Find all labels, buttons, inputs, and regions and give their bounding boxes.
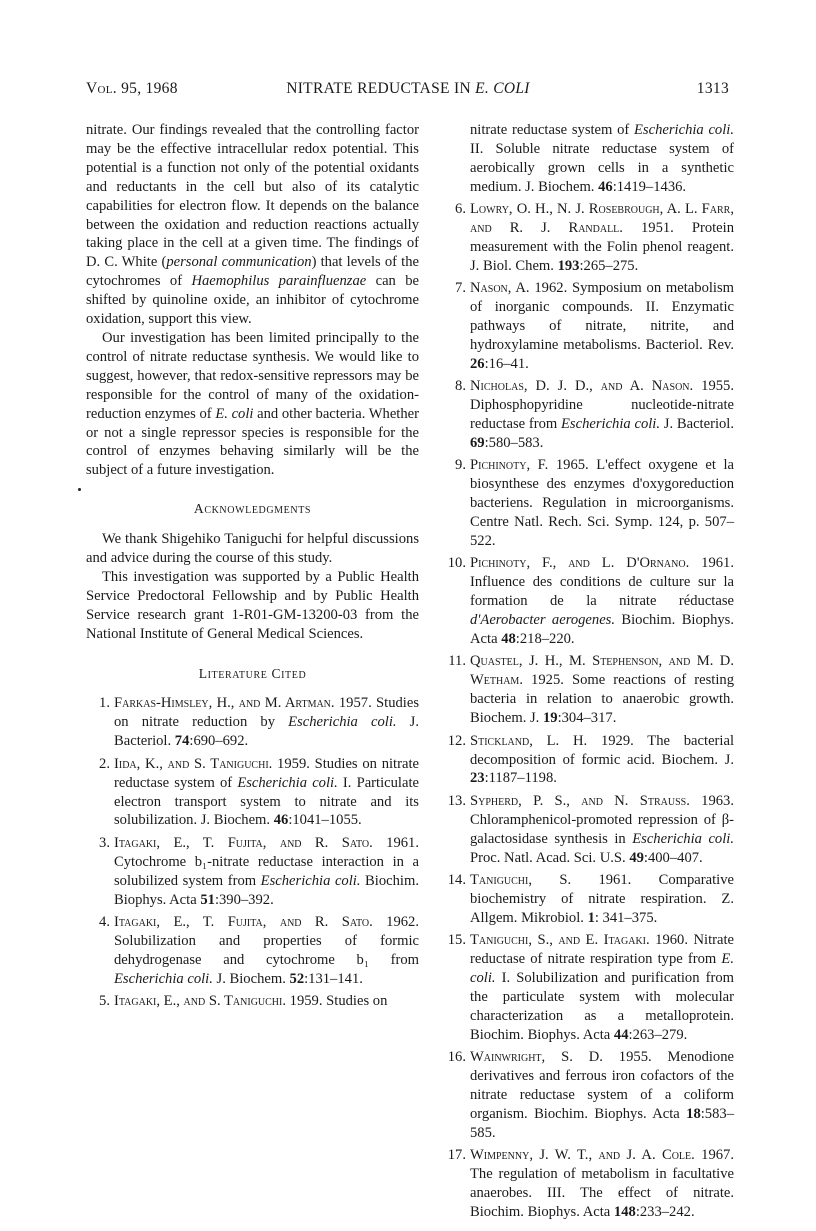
reference-segment: Escherichia coli.: [632, 830, 734, 847]
reference-segment: : 341–375.: [594, 909, 658, 926]
reference-segment: 1961. Influence des conditions de culture sur la formation de la nitrate réductase: [470, 555, 734, 610]
reference-segment: 1967. The regulation of metabolism in facultative anaerobes. III. The effect of nitrate. Biochim. Biophys. Acta: [470, 1147, 735, 1220]
reference-segment: 1959. Studies on: [286, 993, 388, 1010]
text-segment: Our investigation has been limited principally to the control of nitrate reductase synthesis. We would like to suggest, however, that redox-sensitive repressors may be responsible for the control of many of the oxidation-reduction enzymes of: [86, 329, 419, 422]
reference-segment: :218–220.: [515, 631, 575, 648]
reference-segment: 74: [174, 733, 190, 750]
reference-item: [86, 694, 419, 751]
reference-segment: Nicholas, D. J. D., and A. Nason.: [470, 378, 694, 395]
reference-number: 9.: [455, 457, 466, 474]
reference-segment: 1957. Studies on nitrate reduction by: [114, 695, 419, 731]
reference-number: 2.: [99, 755, 110, 772]
reference-segment: Itagaki, E., T. Fujita, and R. Sato.: [114, 913, 373, 930]
text-segment: :1419–1436.: [612, 178, 687, 195]
acknowledgments-paragraph-1: We thank Shigehiko Taniguchi for helpful discussions and advice during the course of this study.: [86, 531, 419, 567]
reference-segment: 193: [557, 257, 580, 274]
reference-segment: 1965. L'effect oxygene et la biosynthese des enzymes d'oxygoreduction bacteriens. Regulation in microorganisms. Centre Natl. Rech. Sci. Symp. 124, p. 507–522.: [470, 457, 734, 550]
reference-segment: 23: [470, 770, 485, 787]
reference-number: 4.: [99, 913, 110, 930]
reference-number: 12.: [447, 732, 466, 749]
reference-segment: Pichinoty, F., and L. D'Ornano.: [470, 555, 690, 572]
reference-segment: 1960. Nitrate reductase of nitrate respiration type from: [470, 932, 734, 968]
text-segment: II. Soluble nitrate reductase system of aerobically grown cells in a synthetic medium. J. Biochem.: [470, 140, 734, 195]
reference-number: 8.: [455, 378, 466, 395]
reference-number: 11.: [448, 653, 466, 670]
text-segment: can be shifted by quinoline oxide, an inhibitor of cytochrome oxidation, support this view.: [86, 273, 419, 328]
reference-segment: Escherichia coli.: [237, 774, 338, 791]
reference-segment: :16–41.: [484, 355, 529, 372]
reference-list-right: [442, 200, 734, 1222]
reference-segment: Taniguchi, S., and E. Itagaki.: [470, 932, 650, 949]
journal-volume: Vol. 95, 1968: [86, 80, 178, 97]
reference-item: [442, 1146, 734, 1222]
reference-segment: :400–407.: [643, 849, 703, 866]
text-segment: ) that levels of the cytochromes of: [86, 254, 419, 290]
reference-segment: Farkas-Himsley, H., and M. Artman.: [114, 695, 335, 712]
reference-segment: :580–583.: [484, 435, 544, 451]
left-column: [86, 121, 419, 1014]
reference-segment: Sypherd, P. S., and N. Strauss.: [470, 792, 690, 809]
reference-segment: 69: [470, 435, 485, 451]
reference-item: [86, 755, 419, 831]
reference-segment: 1955. Menodione derivatives and ferrous iron cofactors of the nitrate reductase system of a coliform organism. Biochim. Biophys. Acta: [470, 1049, 735, 1122]
reference-number: 1.: [99, 695, 110, 712]
reference-segment: Proc. Natl. Acad. Sci. U.S.: [470, 849, 630, 866]
page-number: 1313: [696, 80, 729, 97]
reference-segment: d'Aerobacter aerogenes.: [470, 612, 615, 629]
reference-segment: 1929. The bacterial decomposition of formic acid. Biochem. J.: [470, 732, 734, 768]
text-segment: Escherichia coli.: [634, 122, 734, 138]
reference-segment: 1: [587, 909, 595, 926]
reference-segment: 1925. Some reactions of resting bacteria in relation to anaerobic growth. Biochem. J.: [470, 672, 734, 727]
reference-segment: Wainwright, S. D.: [470, 1049, 603, 1066]
reference-segment: Stickland, L. H.: [470, 732, 588, 749]
reference-number: 6.: [455, 201, 466, 218]
reference-segment: 1951. Protein measurement with the Folin phenol reagent. J. Biol. Chem.: [470, 220, 734, 274]
reference-segment: 1962. Symposium on metabolism of inorganic compounds. II. Enzymatic pathways of nitrate, nitrite, and hydroxylamine metabolisms. Bacteriol. Rev.: [470, 280, 735, 353]
reference-number: 13.: [447, 792, 466, 809]
reference-segment: :583–585.: [470, 1105, 734, 1141]
reference-segment: 52: [289, 970, 305, 987]
reference-number: 17.: [447, 1147, 466, 1164]
reference-segment: :265–275.: [579, 257, 639, 274]
reference-number: 3.: [99, 834, 110, 851]
reference-segment: Escherichia coli.: [561, 416, 661, 433]
reference-item: [86, 913, 419, 989]
reference-item: [442, 871, 734, 928]
reference-number: 5.: [99, 993, 110, 1010]
text-segment: nitrate reductase system of: [470, 122, 635, 138]
reference-item: [442, 279, 734, 374]
reference-number: 15.: [447, 932, 466, 949]
reference-segment: J. Bacteriol.: [114, 714, 419, 750]
reference-segment: Biochim. Biophys. Acta: [470, 612, 734, 648]
reference-item: [442, 792, 734, 868]
reference-segment: 1959. Studies on nitrate reductase system of: [114, 755, 419, 791]
reference-segment: 1961. Cytochrome b₁-nitrate reductase interaction in a solubilized system from: [114, 834, 419, 889]
reference-segment: I. Particulate electron transport system to nitrate and its solubilization. J. Biochem.: [114, 774, 419, 829]
reference-list-left: [86, 694, 419, 1011]
reference-segment: :233–242.: [635, 1203, 695, 1220]
reference-item: [442, 456, 734, 551]
reference-segment: 1961. Comparative biochemistry of nitrate respiration. Z. Allgem. Mikrobiol.: [470, 871, 734, 926]
reference-segment: 46: [273, 812, 289, 829]
reference-number: 7.: [455, 280, 466, 297]
reference-segment: Quastel, J. H., M. Stephenson, and M. D. Wetham.: [470, 653, 734, 689]
reference-segment: Pichinoty, F.: [470, 457, 549, 474]
reference-segment: 18: [686, 1105, 701, 1122]
reference-number: 14.: [447, 871, 466, 888]
reference-segment: 148: [613, 1203, 636, 1220]
reference-segment: 48: [501, 631, 516, 648]
reference-number: 10.: [447, 555, 466, 572]
reference-segment: 1955. Diphosphopyridine nucleotide-nitrate reductase from: [470, 378, 734, 433]
text-segment: nitrate. Our findings revealed that the controlling factor may be the effective intracellular redox potential. This potential is a function not only of the potential oxidants and reductants in the cell but also of its catalytic capabilities for electron flow. It depends on the balance between the oxidation and reduction reactions actually taking place in the cell at a given time. The findings of D. C. White (: [86, 122, 419, 271]
reference-number: 16.: [447, 1049, 466, 1066]
reference-segment: :263–279.: [628, 1026, 688, 1043]
reference-segment: 19: [542, 710, 558, 727]
running-title-text: NITRATE REDUCTASE IN: [286, 80, 476, 97]
body-paragraph-2: [86, 329, 419, 480]
right-column: [442, 121, 734, 1225]
text-segment: 46: [598, 178, 613, 195]
reference-segment: Nason, A.: [470, 280, 530, 297]
reference-segment: :1187–1198.: [484, 770, 557, 787]
body-paragraph-1: [86, 121, 419, 329]
reference-segment: 1962. Solubilization and properties of formic dehydrogenase and cytochrome b₁ from: [114, 913, 419, 968]
reference-segment: Lowry, O. H., N. J. Rosebrough, A. L. Farr, and R. J. Randall.: [470, 201, 734, 237]
reference-segment: Wimpenny, J. W. T., and J. A. Cole.: [470, 1147, 695, 1164]
reference-segment: Taniguchi, S.: [470, 871, 572, 888]
acknowledgments-heading: Acknowledgments: [193, 501, 312, 517]
reference-segment: :690–692.: [189, 733, 249, 750]
reference-item: [86, 992, 419, 1011]
reference-item: [86, 834, 419, 910]
reference-segment: Escherichia coli.: [288, 714, 397, 731]
reference-segment: :1041–1055.: [288, 812, 362, 829]
reference-segment: :390–392.: [214, 891, 274, 908]
reference-segment: Itagaki, E., and S. Taniguchi.: [114, 993, 287, 1010]
reference-segment: 26: [470, 355, 485, 372]
reference-segment: Escherichia coli.: [114, 970, 213, 987]
reference-segment: 49: [629, 849, 644, 866]
reference-segment: E. coli.: [470, 951, 734, 986]
reference-item: [442, 931, 734, 1044]
reference-segment: Escherichia coli.: [260, 872, 361, 889]
reference-item: [442, 377, 734, 453]
reference-segment: I. Solubilization and purification from the particulate system with molecular characterization as a metalloprotein. Biochim. Biophys. Acta: [470, 969, 734, 1043]
reference-segment: 51: [200, 891, 215, 908]
acknowledgments-paragraph-2: This investigation was supported by a Public Health Service Predoctoral Fellowship and by Public Health Service research grant 1-R01-GM-13200-03 from the National Institute of General Medical Sciences.: [86, 568, 419, 642]
reference-segment: :304–317.: [557, 710, 617, 727]
reference-item: [442, 554, 734, 649]
running-title-organism: E. COLI: [475, 80, 530, 97]
reference-item: [442, 1048, 734, 1143]
text-segment: and other bacteria. Whether or not a single repressor species is responsible for the control of enzymes behaving similarly will be the subject of a future investigation.: [86, 405, 419, 479]
reference-segment: Itagaki, E., T. Fujita, and R. Sato.: [114, 834, 373, 851]
literature-cited-heading: Literature Cited: [198, 665, 307, 681]
running-title: [0, 80, 816, 98]
reference-segment: Biochim. Biophys. Acta: [114, 872, 419, 908]
reference-item: [442, 652, 734, 728]
reference-segment: 44: [613, 1026, 629, 1043]
text-segment: Haemophilus parainfluenzae: [191, 273, 367, 290]
text-segment: E. coli: [215, 405, 254, 422]
reference-segment: :131–141.: [304, 970, 363, 987]
reference-segment: 1963. Chloramphenicol-promoted repression of β-galactosidase synthesis in: [470, 792, 734, 847]
margin-mark: [78, 488, 81, 491]
reference-5-continued: [442, 121, 734, 197]
reference-item: [442, 200, 734, 276]
reference-item: [442, 732, 734, 789]
reference-segment: Iida, K., and S. Taniguchi.: [114, 755, 273, 772]
text-segment: personal communication: [166, 254, 312, 271]
reference-segment: J. Biochem.: [212, 970, 290, 987]
reference-segment: J. Bacteriol.: [660, 416, 735, 433]
